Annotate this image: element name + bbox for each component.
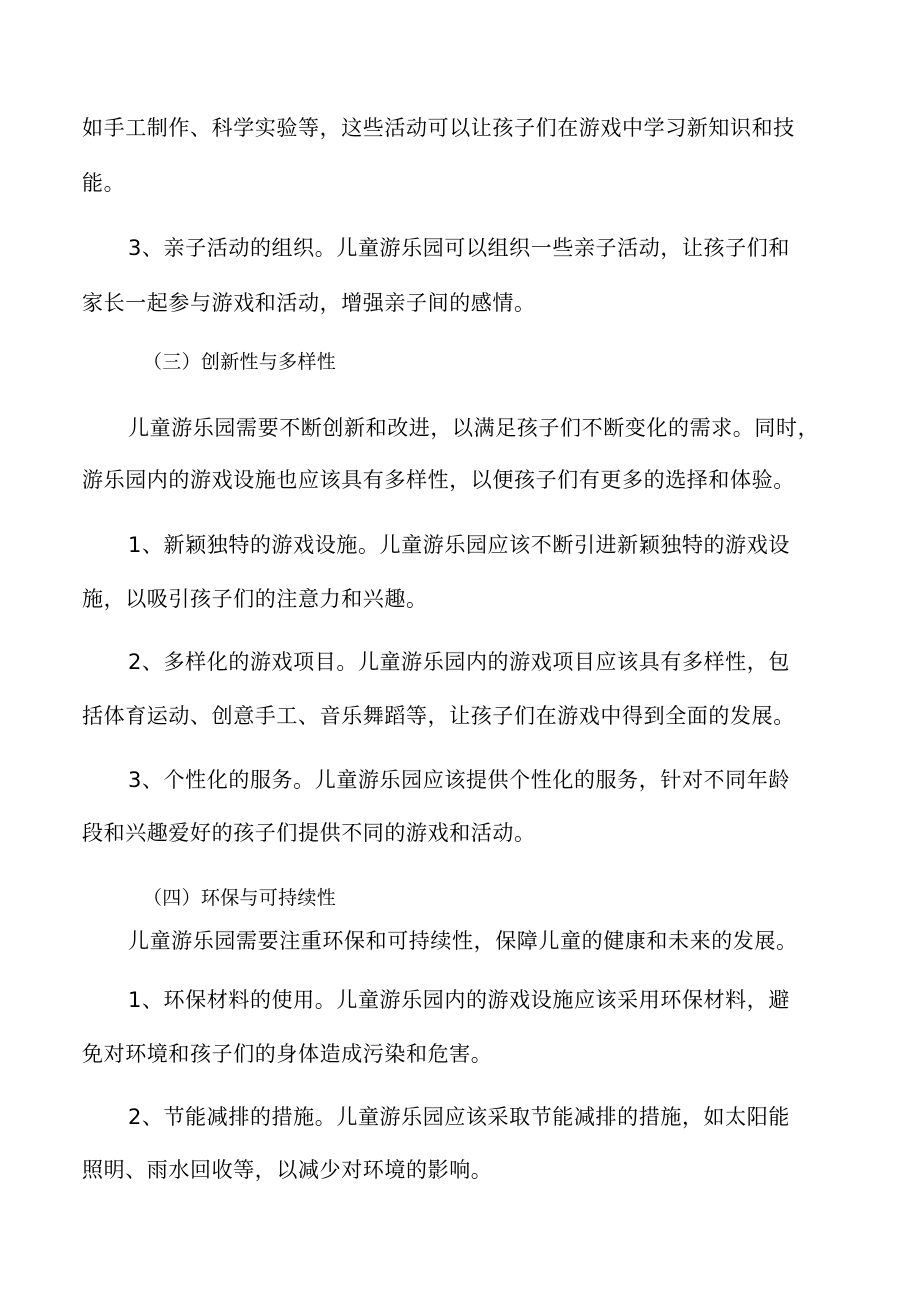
- section-heading: （三）创新性与多样性: [143, 351, 337, 373]
- list-item-line: 3、亲子活动的组织。儿童游乐园可以组织一些亲子活动，让孩子们和: [128, 236, 790, 260]
- paragraph-line: 家长一起参与游戏和活动，增强亲子间的感情。: [82, 291, 536, 315]
- paragraph-line: 儿童游乐园需要注重环保和可持续性，保障儿童的健康和未来的发展。: [128, 929, 798, 953]
- paragraph-line: 儿童游乐园需要不断创新和改进，以满足孩子们不断变化的需求。同时，: [128, 416, 820, 440]
- list-item-line: 3、个性化的服务。儿童游乐园应该提供个性化的服务，针对不同年龄: [128, 768, 790, 792]
- paragraph-line: 游乐园内的游戏设施也应该具有多样性，以便孩子们有更多的选择和体验。: [82, 468, 795, 492]
- paragraph-line: 段和兴趣爱好的孩子们提供不同的游戏和活动。: [82, 821, 536, 845]
- list-item-line: 1、新颖独特的游戏设施。儿童游乐园应该不断引进新颖独特的游戏设: [128, 533, 790, 557]
- paragraph-line: 能。: [82, 171, 126, 195]
- list-item-line: 2、多样化的游戏项目。儿童游乐园内的游戏项目应该具有多样性，包: [128, 650, 790, 674]
- list-item-line: 2、节能减排的措施。儿童游乐园应该采取节能减排的措施，如太阳能: [128, 1105, 790, 1129]
- list-item-line: 1、环保材料的使用。儿童游乐园内的游戏设施应该采用环保材料，避: [128, 988, 790, 1012]
- section-heading: （四）环保与可持续性: [143, 887, 337, 909]
- paragraph-line: 括体育运动、创意手工、音乐舞蹈等，让孩子们在游戏中得到全面的发展。: [82, 704, 795, 728]
- paragraph-line: 照明、雨水回收等，以减少对环境的影响。: [82, 1158, 493, 1182]
- paragraph-line: 如手工制作、科学实验等，这些活动可以让孩子们在游戏中学习新知识和技: [82, 116, 795, 140]
- paragraph-line: 施，以吸引孩子们的注意力和兴趣。: [82, 587, 428, 611]
- paragraph-line: 免对环境和孩子们的身体造成污染和危害。: [82, 1042, 493, 1066]
